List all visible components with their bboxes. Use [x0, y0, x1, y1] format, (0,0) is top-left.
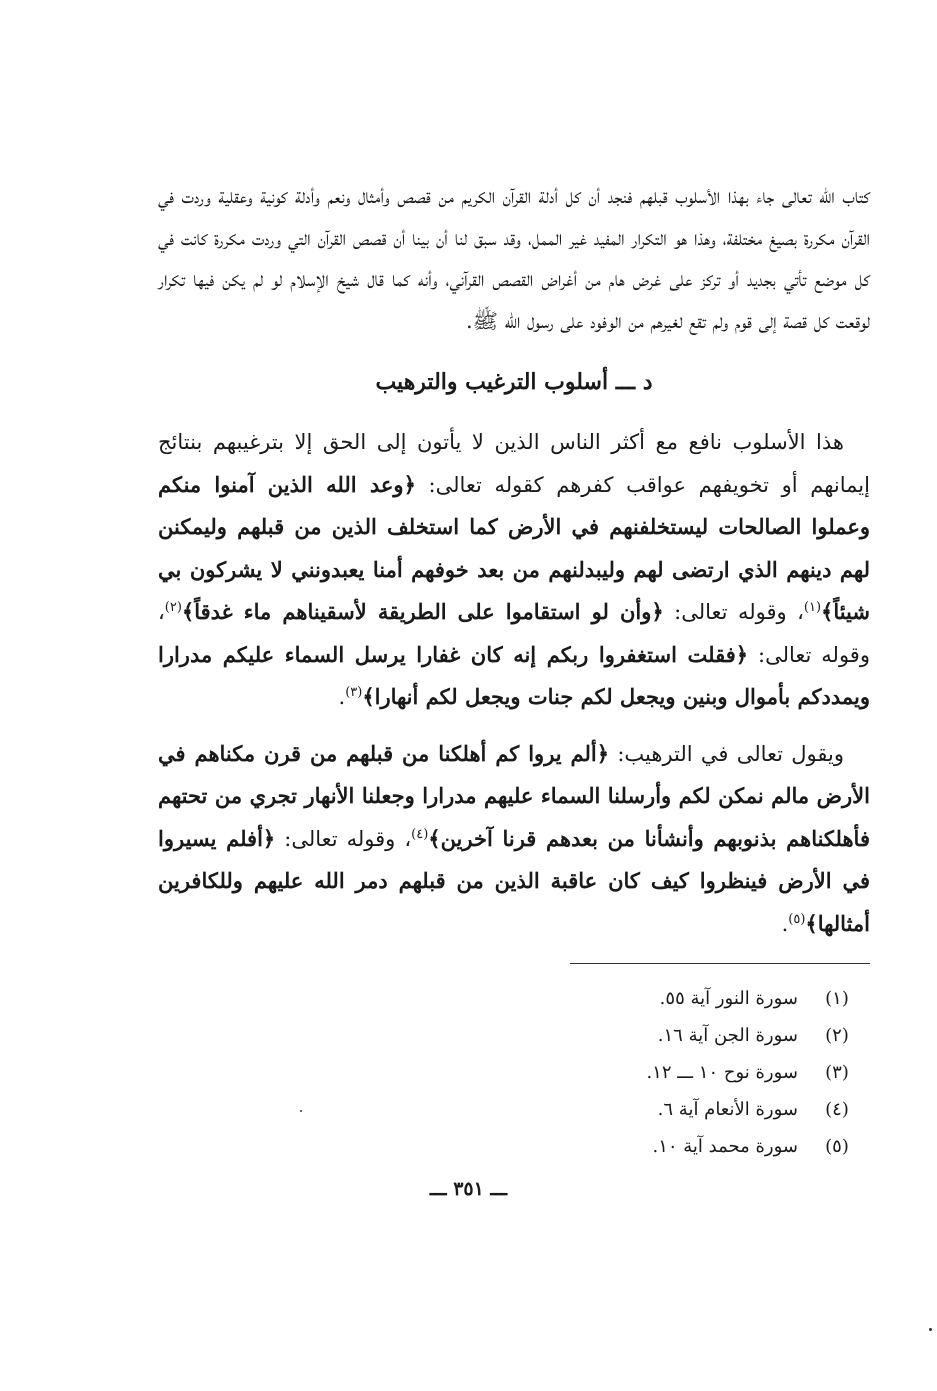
footnote-ref[interactable]: (٥)	[788, 911, 806, 927]
footnote-item	[158, 1017, 870, 1054]
footnote-ref[interactable]: (٢)	[164, 600, 182, 615]
footnote-number: (٥)	[825, 1136, 849, 1157]
footnote-ref[interactable]: (٤)	[411, 826, 429, 842]
scan-speck	[300, 1110, 302, 1112]
footnote-divider	[570, 963, 870, 964]
text-segment: ، وقوله تعالى:	[275, 826, 412, 851]
quran-quote: ﴿ألم يروا كم أهلكنا من قبلهم من قرن مكناهم في الأرض مالم نمكن لكم وأرسلنا السماء عليهم مدرارا وجعلنا الأنهار تجري من تحتهم فأهلكناهم بذنوبهم وأنشأنا من بعدهم قرنا آخرين﴾	[158, 740, 870, 851]
footnote-item	[158, 1091, 870, 1128]
targhib-paragraph	[158, 422, 870, 719]
page-body	[158, 176, 870, 1165]
text-segment: ويقول تعالى في الترهيب:	[609, 741, 845, 766]
footnote-number: (٣)	[825, 1062, 849, 1083]
footnote-text: سورة نوح ١٠ ـــ ١٢.	[646, 1062, 798, 1083]
footnote-text: سورة الأنعام آية ٦.	[657, 1099, 798, 1120]
footnote-number: (٤)	[825, 1099, 849, 1120]
footnote-number: (١)	[825, 988, 849, 1009]
quran-quote: ﴿فقلت استغفروا ربكم إنه كان غفارا يرسل السماء عليكم مدرارا ويمددكم بأموال وبنين ويجعل لكم جنات ويجعل لكم أنهارا﴾	[158, 641, 870, 709]
footnote-item	[158, 1128, 870, 1165]
footnote-ref[interactable]: (٣)	[345, 685, 363, 700]
section-heading: د ـــ أسلوب الترغيب والترهيب	[375, 369, 653, 395]
footnote-text: سورة الجن آية ١٦.	[657, 1025, 798, 1046]
footnote-text: سورة محمد آية ١٠.	[652, 1136, 798, 1157]
footnote-list	[158, 980, 870, 1165]
text-segment: .	[338, 685, 346, 709]
text-segment: ، وقوله تعالى:	[663, 600, 804, 624]
quran-quote: ﴿أفلم يسيروا في الأرض فينظروا كيف كان عاقبة الذين من قبلهم دمر الله عليهم وللكافرين أمثالها﴾	[158, 825, 870, 936]
footnote-text: سورة النور آية ٥٥.	[659, 988, 798, 1009]
footnote-number: (٢)	[825, 1025, 849, 1046]
text-segment: هذا الأسلوب نافع مع أكثر الناس الذين لا يأتون إلى الحق إلا بترغيبهم بنتائج إيمانهم أو تخويفهم عواقب كفرهم كقوله تعالى:	[158, 430, 870, 497]
scan-speck	[929, 1328, 932, 1331]
page-number: ـــ ٣٥١ ـــ	[429, 1178, 508, 1200]
footnote-ref[interactable]: (١)	[803, 600, 822, 615]
text-segment: .	[781, 911, 789, 936]
footnote-item	[158, 980, 870, 1017]
paragraph-gap	[158, 719, 870, 733]
footnote-item	[158, 1054, 870, 1091]
text-segment: ، وقوله تعالى:	[158, 600, 870, 667]
intro-paragraph: كتاب الله تعالى جاء بهذا الأسلوب قبلهم فنجد أن كل أدلة القرآن الكريم من قصص وأمثال ونعم وأدلة كونية وعقلية وردت في القرآن مكررة بصيغ مختلفة، وهذا هو التكرار المفيد غير الممل، وقد سبق لنا أن بينا أن قصص القرآن التي وردت مكررة كانت في كل موضع تأتي بجديد أو تركز على غرض هام من أغراض القصص القرآني، وأنه كما قال شيخ الإسلام لو لم يكن فيها تكرار لوقعت كل قصة إلى قوم ولم تقع لغيرهم من الوفود على رسول الله ﷺ.	[158, 184, 870, 333]
quran-quote: ﴿وأن لو استقاموا على الطريقة لأسقيناهم ماء غدقاً﴾	[181, 599, 664, 624]
tarhib-paragraph	[158, 733, 870, 946]
quran-quote: ﴿وعد الله الذين آمنوا منكم وعملوا الصالحات ليستخلفنهم في الأرض كما استخلف الذين من قبلهم وليمكنن لهم دينهم الذي ارتضى لهم وليبدلنهم من بعد خوفهم أمنا يعبدونني لا يشركون بي شيئاً﴾	[158, 471, 870, 624]
